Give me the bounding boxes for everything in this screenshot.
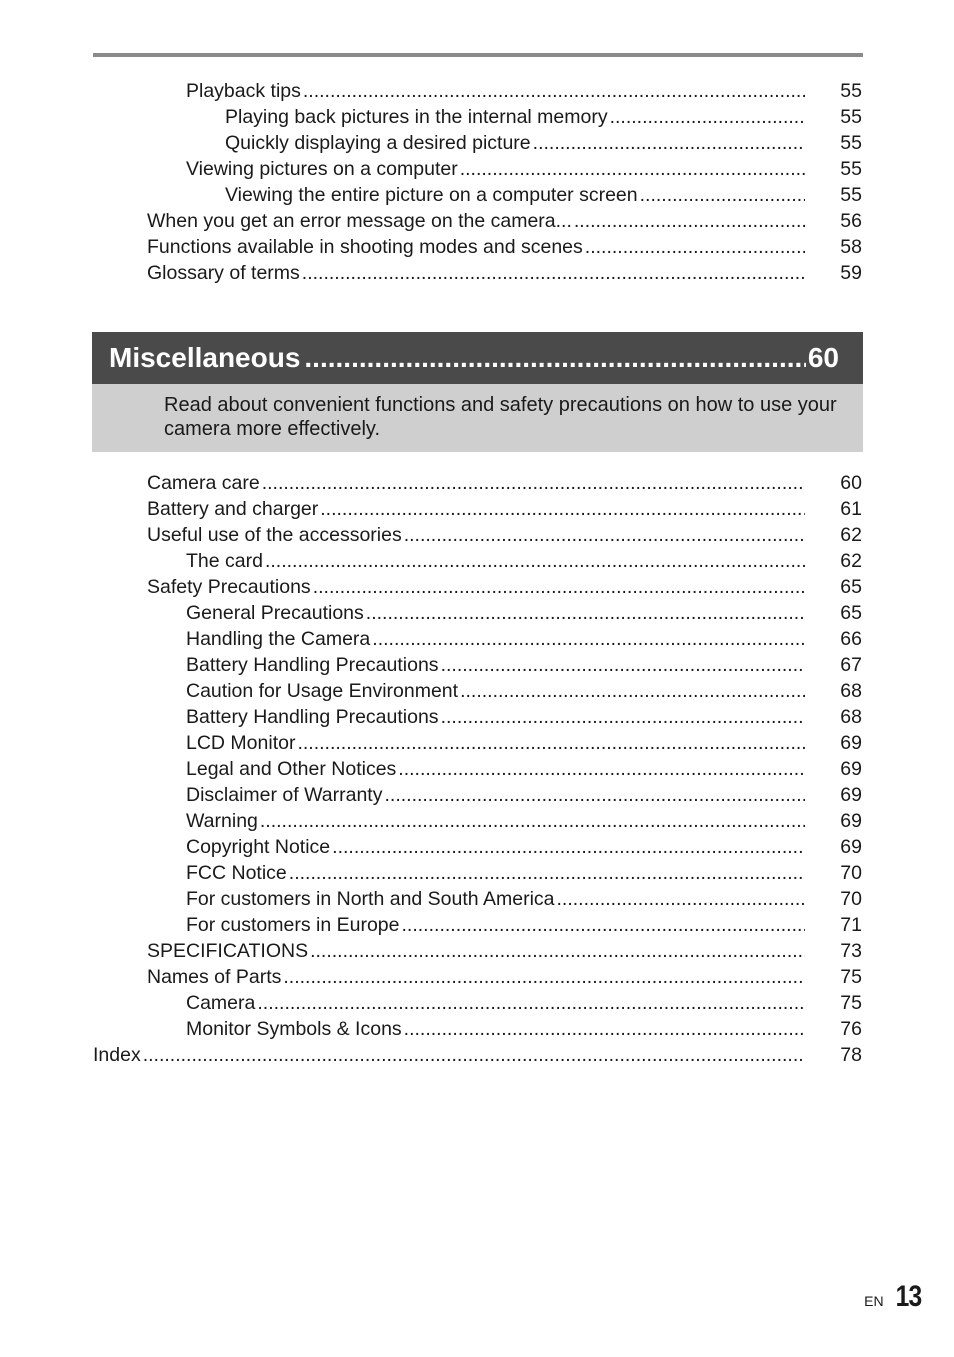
toc-entry-leader — [265, 548, 805, 574]
toc-entry[interactable] — [0, 912, 954, 938]
toc-entry-page: 76 — [840, 1018, 862, 1040]
toc-entry-page: 68 — [840, 680, 862, 702]
toc-entry[interactable] — [0, 834, 954, 860]
toc-entry-leader — [303, 78, 805, 104]
toc-entry-leader — [262, 470, 805, 496]
toc-entry-leader — [310, 938, 805, 964]
section-page: 60 — [807, 342, 839, 373]
toc-entry-page: 55 — [840, 184, 862, 206]
toc-entry[interactable] — [0, 496, 954, 522]
toc-entry-leader — [441, 652, 805, 678]
toc-entry[interactable] — [0, 182, 954, 208]
toc-entry-leader — [313, 574, 805, 600]
toc-entry-title: LCD Monitor — [186, 732, 296, 754]
toc-entry-page: 69 — [840, 810, 862, 832]
toc-entry-leader — [332, 834, 805, 860]
toc-entry-leader — [260, 808, 805, 834]
section-leader — [304, 340, 805, 376]
toc-entry-title: Safety Precautions — [147, 576, 311, 598]
toc-entry-page: 62 — [840, 524, 862, 546]
toc-entry[interactable] — [0, 574, 954, 600]
toc-entry-title: For customers in North and South America — [186, 888, 555, 910]
toc-entry-leader — [402, 912, 805, 938]
toc-entry[interactable] — [0, 260, 954, 286]
toc-entry-title: Handling the Camera — [186, 628, 371, 650]
toc-entry-leader — [283, 964, 805, 990]
toc-entry[interactable] — [0, 1042, 954, 1068]
toc-entry-leader — [640, 182, 805, 208]
toc-entry[interactable] — [0, 600, 954, 626]
toc-entry-title: Disclaimer of Warranty — [186, 784, 383, 806]
toc-entry[interactable] — [0, 990, 954, 1016]
toc-entry-title: Names of Parts — [147, 966, 282, 988]
toc-entry[interactable] — [0, 548, 954, 574]
toc-entry-leader — [585, 234, 805, 260]
toc-entry-leader — [366, 600, 805, 626]
toc-entry-page: 65 — [840, 602, 862, 624]
toc-entry-leader — [460, 156, 805, 182]
toc-entry-title: Copyright Notice — [186, 836, 331, 858]
toc-entry-title: Playback tips — [186, 80, 301, 102]
toc-entry-title: Viewing the entire picture on a computer screen — [225, 184, 638, 206]
toc-entry-page: 69 — [840, 784, 862, 806]
toc-entry[interactable] — [0, 886, 954, 912]
toc-entry-title: Glossary of terms — [147, 262, 300, 284]
toc-entry-title: Battery Handling Precautions — [186, 706, 439, 728]
toc-entry-title: Functions available in shooting modes and scenes — [147, 236, 583, 258]
toc-entry-page: 78 — [840, 1044, 862, 1066]
toc-entry-title: General Precautions — [186, 602, 364, 624]
toc-entry-page: 56 — [840, 210, 862, 232]
toc-entry-page: 69 — [840, 732, 862, 754]
toc-entry-page: 71 — [840, 914, 862, 936]
toc-entry-page: 65 — [840, 576, 862, 598]
toc-top-list — [0, 78, 954, 286]
toc-entry-leader — [404, 522, 805, 548]
toc-entry-leader — [557, 886, 806, 912]
toc-entry-page: 73 — [840, 940, 862, 962]
toc-entry-page: 69 — [840, 836, 862, 858]
toc-entry-title: When you get an error message on the camera... — [147, 210, 572, 232]
toc-entry[interactable] — [0, 104, 954, 130]
toc-entry[interactable] — [0, 470, 954, 496]
toc-entry-title: Caution for Usage Environment — [186, 680, 459, 702]
toc-entry-leader — [460, 678, 805, 704]
language-label: EN — [864, 1293, 884, 1309]
toc-entry[interactable] — [0, 234, 954, 260]
toc-entry[interactable] — [0, 782, 954, 808]
section-description-box — [92, 384, 863, 452]
toc-entry-page: 68 — [840, 706, 862, 728]
toc-entry-page: 55 — [840, 158, 862, 180]
toc-entry[interactable] — [0, 78, 954, 104]
toc-entry[interactable] — [0, 522, 954, 548]
toc-entry[interactable] — [0, 938, 954, 964]
toc-entry-title: The card — [186, 550, 263, 572]
section-header-miscellaneous[interactable] — [92, 332, 863, 384]
toc-entry-title: Camera — [186, 992, 256, 1014]
toc-entry[interactable] — [0, 130, 954, 156]
toc-misc-list — [0, 470, 954, 1068]
toc-entry-leader — [574, 208, 805, 234]
toc-entry-leader — [610, 104, 805, 130]
toc-entry[interactable] — [0, 626, 954, 652]
toc-entry-page: 75 — [840, 992, 862, 1014]
toc-entry-page: 61 — [840, 498, 862, 520]
toc-entry[interactable] — [0, 964, 954, 990]
toc-entry-title: Quickly displaying a desired picture — [225, 132, 531, 154]
toc-entry-leader — [302, 260, 805, 286]
toc-entry[interactable] — [0, 1016, 954, 1042]
page-footer — [864, 1280, 921, 1314]
toc-entry-page: 60 — [840, 472, 862, 494]
toc-entry-title: Camera care — [147, 472, 260, 494]
toc-entry-leader — [441, 704, 805, 730]
toc-entry-title: Playing back pictures in the internal memory — [225, 106, 608, 128]
section-description: Read about convenient functions and safety precautions on how to use your camera more effectively. — [164, 394, 837, 440]
toc-entry[interactable] — [0, 704, 954, 730]
toc-entry-leader — [289, 860, 805, 886]
toc-entry-page: 55 — [840, 106, 862, 128]
toc-entry-title: For customers in Europe — [186, 914, 400, 936]
toc-entry-leader — [372, 626, 805, 652]
toc-entry-page: 55 — [840, 132, 862, 154]
toc-entry-page: 66 — [840, 628, 862, 650]
toc-entry[interactable] — [0, 860, 954, 886]
toc-entry-title: Useful use of the accessories — [147, 524, 402, 546]
toc-entry-page: 62 — [840, 550, 862, 572]
toc-entry-title: Battery Handling Precautions — [186, 654, 439, 676]
toc-entry-leader — [297, 730, 805, 756]
top-rule — [93, 53, 863, 57]
toc-entry-title: FCC Notice — [186, 862, 287, 884]
toc-entry-page: 67 — [840, 654, 862, 676]
toc-entry[interactable] — [0, 208, 954, 234]
toc-entry[interactable] — [0, 156, 954, 182]
toc-entry-page: 55 — [840, 80, 862, 102]
toc-entry-leader — [257, 990, 805, 1016]
toc-entry-leader — [143, 1042, 805, 1068]
toc-entry-title: Warning — [186, 810, 258, 832]
toc-entry-page: 59 — [840, 262, 862, 284]
toc-entry-page: 70 — [840, 862, 862, 884]
toc-entry-leader — [398, 756, 805, 782]
toc-entry[interactable] — [0, 756, 954, 782]
toc-entry-leader — [533, 130, 805, 156]
toc-entry-leader — [384, 782, 805, 808]
toc-entry-title: Viewing pictures on a computer — [186, 158, 458, 180]
toc-entry-title: Battery and charger — [147, 498, 319, 520]
toc-entry[interactable] — [0, 678, 954, 704]
toc-entry[interactable] — [0, 730, 954, 756]
toc-entry-leader — [320, 496, 805, 522]
toc-entry-leader — [404, 1016, 805, 1042]
page-number: 13 — [895, 1280, 921, 1313]
toc-entry-page: 69 — [840, 758, 862, 780]
toc-entry-page: 58 — [840, 236, 862, 258]
toc-entry-page: 70 — [840, 888, 862, 910]
toc-entry-title: Index — [93, 1044, 141, 1066]
toc-entry[interactable] — [0, 808, 954, 834]
toc-entry-title: Monitor Symbols & Icons — [186, 1018, 402, 1040]
toc-entry[interactable] — [0, 652, 954, 678]
toc-entry-title: Legal and Other Notices — [186, 758, 397, 780]
toc-entry-page: 75 — [840, 966, 862, 988]
toc-entry-title: SPECIFICATIONS — [147, 940, 309, 962]
section-title: Miscellaneous — [109, 342, 301, 373]
